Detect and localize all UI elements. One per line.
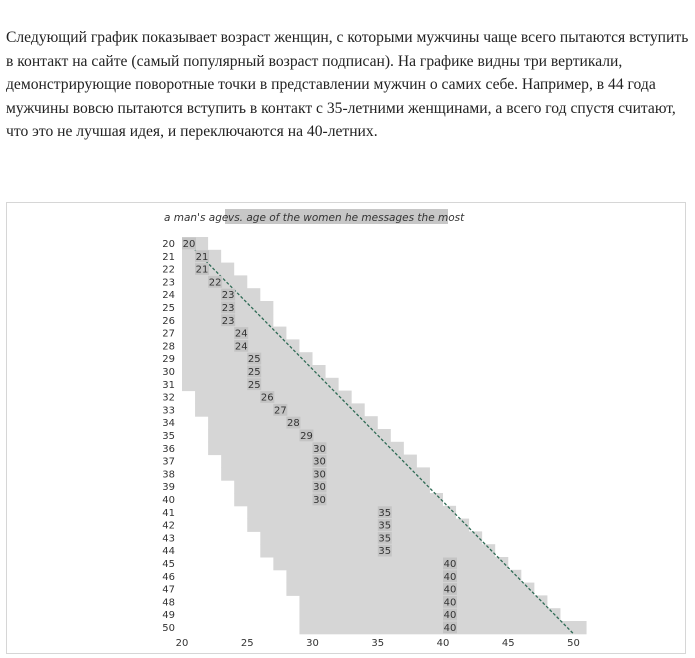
- range-band-49: [299, 608, 560, 621]
- x-tick-label: 20: [175, 638, 189, 649]
- range-band-36: [208, 442, 404, 455]
- y-tick-label: 34: [162, 418, 175, 430]
- y-tick-label: 45: [162, 559, 175, 570]
- peak-label-42: 35: [378, 520, 392, 532]
- y-tick-label: 21: [162, 251, 175, 263]
- y-tick-label: 28: [162, 341, 175, 353]
- x-tick-label: 30: [306, 638, 319, 649]
- x-tick-label: 50: [567, 638, 580, 649]
- age-chart: [7, 203, 685, 653]
- y-tick-label: 41: [162, 507, 175, 519]
- range-band-42: [247, 519, 469, 532]
- y-tick-label: 24: [162, 290, 175, 302]
- y-tick-label: 20: [162, 239, 175, 250]
- y-tick-label: 27: [162, 328, 175, 340]
- peak-label-31: 25: [247, 379, 261, 391]
- peak-label-32: 26: [260, 392, 274, 404]
- x-tick-label: 35: [371, 638, 385, 649]
- peak-label-41: 35: [378, 507, 392, 519]
- y-tick-label: 49: [162, 610, 175, 622]
- y-tick-label: 22: [162, 264, 175, 276]
- peak-label-29: 25: [247, 354, 261, 366]
- range-band-39: [234, 480, 430, 493]
- y-tick-label: 46: [162, 571, 175, 583]
- peak-label-22: 21: [195, 264, 209, 276]
- chart-title-mans-age: a man's age: [164, 212, 229, 224]
- y-tick-label: 35: [162, 431, 175, 442]
- peak-label-48: 40: [443, 597, 457, 609]
- range-band-46: [286, 570, 521, 583]
- x-tick-label: 25: [240, 638, 254, 649]
- x-tick-label: 45: [501, 638, 515, 649]
- peak-label-30: 25: [247, 367, 261, 378]
- peak-label-23: 22: [208, 277, 222, 289]
- peak-label-25: 23: [221, 303, 235, 314]
- peak-label-46: 40: [443, 571, 457, 583]
- y-tick-label: 38: [162, 469, 175, 481]
- peak-label-35: 29: [300, 431, 313, 442]
- peak-label-26: 23: [221, 315, 235, 327]
- y-tick-label: 26: [162, 315, 175, 327]
- range-band-45: [273, 557, 508, 570]
- y-tick-label: 42: [162, 520, 175, 532]
- y-tick-label: 36: [162, 443, 175, 455]
- peak-label-47: 40: [443, 584, 457, 596]
- y-tick-label: 30: [162, 367, 175, 378]
- y-tick-label: 44: [162, 546, 175, 558]
- peak-label-40: 30: [313, 495, 326, 506]
- y-tick-label: 32: [162, 392, 175, 404]
- chart-title-women-age: vs. age of the women he messages the most: [228, 212, 465, 224]
- y-tick-label: 23: [162, 277, 175, 289]
- peak-label-44: 35: [378, 546, 392, 558]
- y-tick-label: 31: [162, 379, 175, 391]
- peak-label-33: 27: [273, 405, 287, 417]
- peak-label-24: 23: [221, 290, 235, 302]
- peak-label-38: 30: [313, 469, 326, 481]
- range-band-48: [299, 595, 547, 608]
- y-tick-label: 25: [162, 303, 175, 314]
- peak-label-50: 40: [443, 623, 457, 634]
- peak-label-28: 24: [234, 341, 248, 353]
- y-tick-label: 47: [162, 584, 175, 596]
- peak-label-36: 30: [313, 443, 326, 455]
- peak-label-45: 40: [443, 559, 457, 570]
- peak-label-37: 30: [313, 456, 326, 468]
- peak-label-49: 40: [443, 610, 457, 622]
- range-band-43: [260, 531, 482, 544]
- peak-label-39: 30: [313, 482, 326, 494]
- y-tick-label: 40: [162, 495, 175, 506]
- y-tick-label: 29: [162, 354, 175, 366]
- y-tick-label: 37: [162, 456, 175, 468]
- range-band-41: [247, 506, 456, 519]
- x-tick-label: 40: [436, 638, 450, 649]
- peak-label-43: 35: [378, 533, 392, 545]
- peak-label-34: 28: [287, 418, 300, 430]
- y-tick-label: 48: [162, 597, 175, 609]
- y-tick-label: 43: [162, 533, 175, 545]
- y-tick-label: 50: [162, 623, 175, 634]
- range-band-47: [286, 583, 534, 596]
- y-tick-label: 33: [162, 405, 175, 417]
- y-tick-label: 39: [162, 482, 175, 494]
- peak-label-27: 24: [234, 328, 248, 340]
- range-band-40: [234, 493, 443, 506]
- article-paragraph: Следующий график показывает возраст женщин, с которыми мужчины чаще всего пытаются вступить в контакт на сайте (самый популярный возраст подписан). На графике видны три вертикали, демонстрирующие поворотные точки в представлении мужчин о самих себе. Например, в 44 года мужчины вовсю пытаются вступить в контакт с 35-летними женщинами, а всего год спустя считают, что это не лучшая идея, и переключаются на 40-летних.: [6, 29, 689, 141]
- peak-label-21: 21: [195, 251, 209, 263]
- peak-label-20: 20: [182, 239, 196, 250]
- chart-figure: [6, 202, 686, 654]
